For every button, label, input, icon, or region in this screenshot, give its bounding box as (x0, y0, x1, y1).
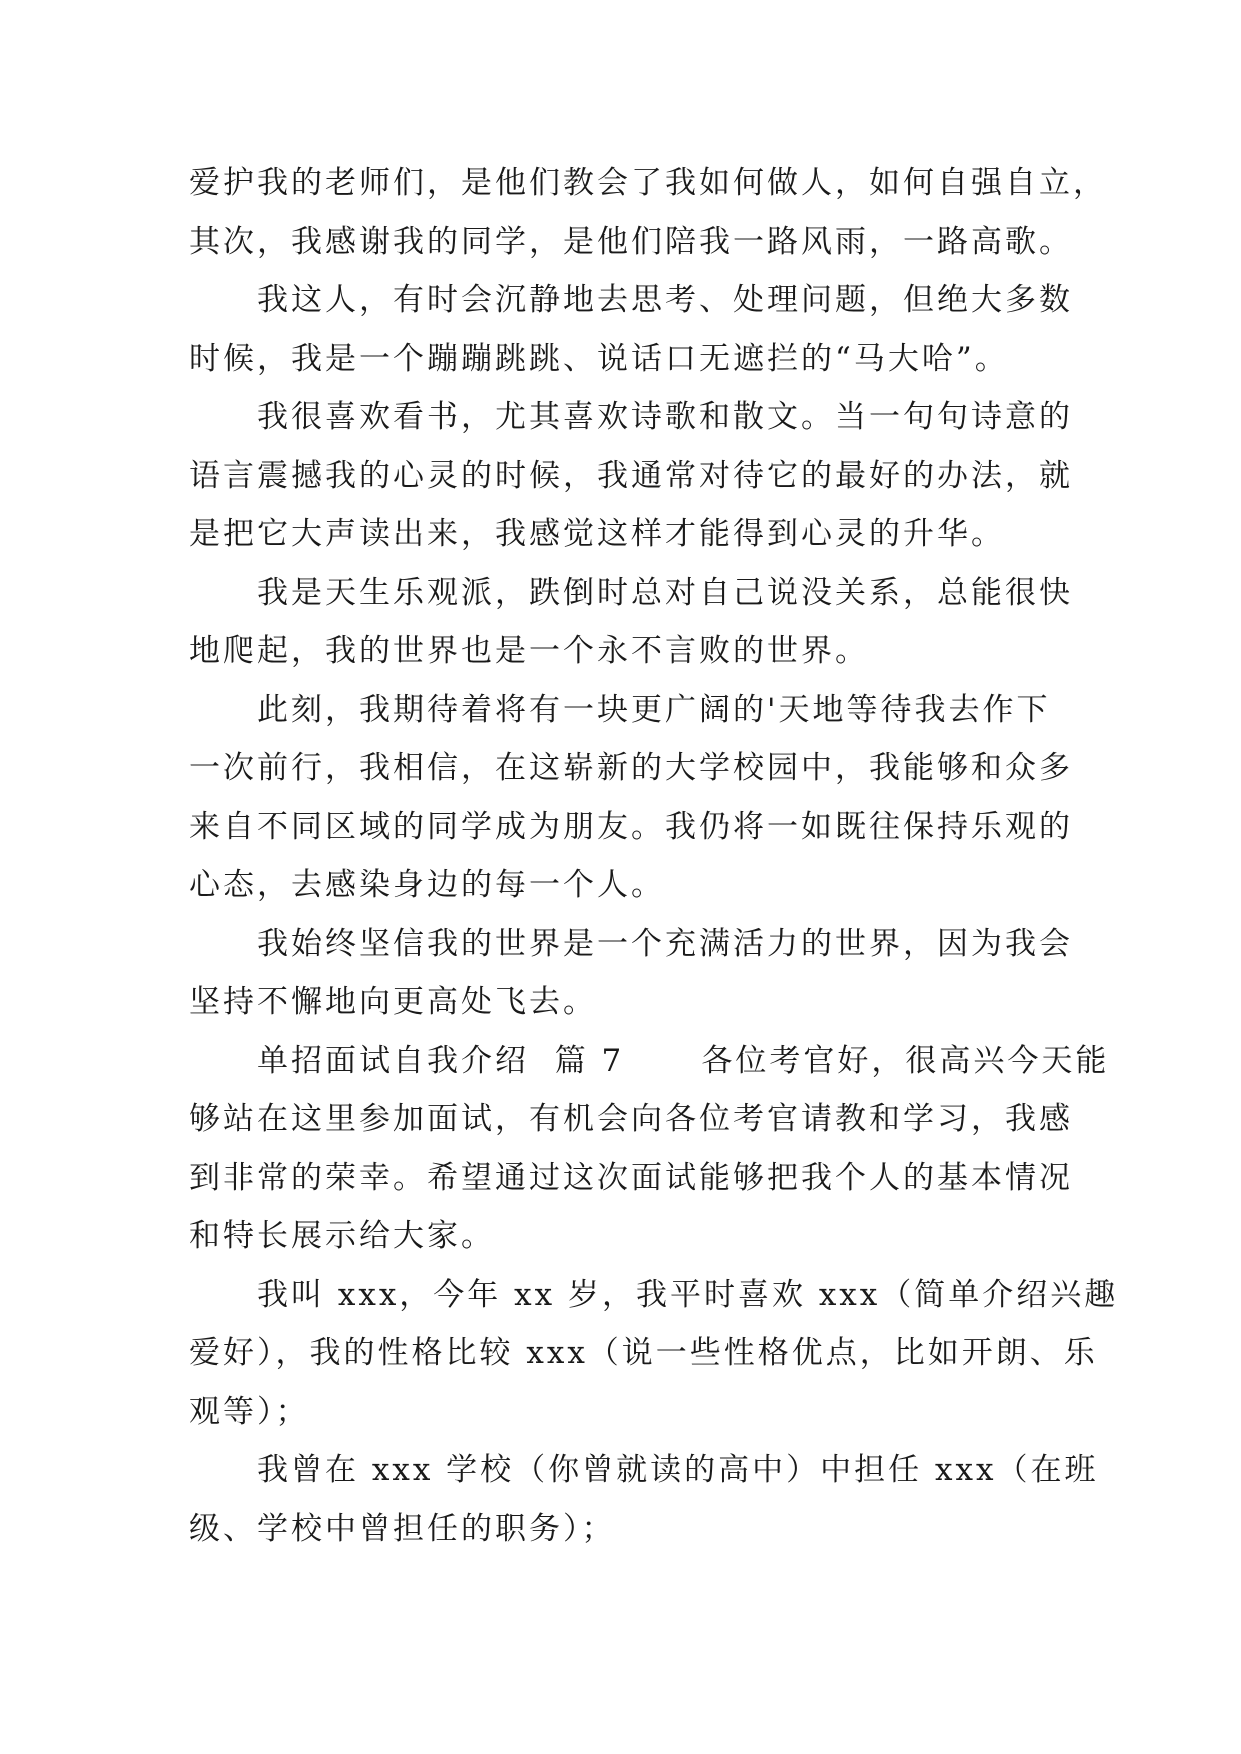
text-line: 坚持不懈地向更高处飞去。 (189, 984, 597, 1020)
paragraph (189, 1441, 1099, 1558)
paragraph (189, 271, 1073, 388)
text-line: 爱好），我的性格比较 xxx（说一些性格优点，比如开朗、乐 (189, 1335, 1098, 1371)
text-line: 单招面试自我介绍 篇 7 各位考官好，很高兴今天能 (257, 1042, 1110, 1079)
text-line: 我曾在 xxx 学校（你曾就读的高中）中担任 xxx（在班 (257, 1452, 1099, 1488)
paragraph (189, 388, 1073, 564)
text-line: 我很喜欢看书，尤其喜欢诗歌和散文。当一句句诗意的 (257, 399, 1073, 435)
text-line: 够站在这里参加面试，有机会向各位考官请教和学习，我感 (189, 1101, 1073, 1137)
text-line: 时候，我是一个蹦蹦跳跳、说话口无遮拦的“马大哈”。 (189, 340, 1009, 377)
text-line: 其次，我感谢我的同学，是他们陪我一路风雨，一路高歌。 (189, 223, 1073, 260)
paragraph (189, 915, 1073, 1032)
text-line: 是把它大声读出来，我感觉这样才能得到心灵的升华。 (189, 516, 1005, 552)
text-line: 观等）； (189, 1393, 310, 1430)
text-line: 我这人，有时会沉静地去思考、处理问题，但绝大多数 (257, 282, 1073, 318)
text-line: 来自不同区域的同学成为朋友。我仍将一如既往保持乐观的 (189, 808, 1073, 845)
text-line: 此刻，我期待着将有一块更广阔的'天地等待我去作下 (257, 691, 1051, 728)
text-line: 到非常的荣幸。希望通过这次面试能够把我个人的基本情况 (189, 1159, 1073, 1196)
paragraph (189, 1266, 1119, 1442)
text-line: 爱护我的老师们，是他们教会了我如何做人，如何自强自立， (189, 165, 1107, 201)
paragraph (189, 681, 1073, 915)
text-line: 一次前行，我相信，在这崭新的大学校园中，我能够和众多 (189, 750, 1073, 786)
paragraph (189, 154, 1107, 271)
text-line: 我是天生乐观派，跌倒时总对自己说没关系，总能很快 (257, 574, 1073, 611)
paragraph (189, 564, 1073, 681)
text-line: 级、学校中曾担任的职务）； (189, 1510, 616, 1547)
text-line: 我叫 xxx，今年 xx 岁，我平时喜欢 xxx（简单介绍兴趣 (257, 1276, 1119, 1313)
text-line: 和特长展示给大家。 (189, 1218, 495, 1254)
paragraph (189, 1032, 1110, 1266)
text-line: 我始终坚信我的世界是一个充满活力的世界，因为我会 (257, 925, 1073, 962)
body-text (189, 154, 1119, 1558)
text-line: 语言震撼我的心灵的时候，我通常对待它的最好的办法，就 (189, 457, 1073, 494)
text-line: 心态，去感染身边的每一个人。 (189, 867, 665, 903)
text-line: 地爬起，我的世界也是一个永不言败的世界。 (189, 633, 869, 669)
